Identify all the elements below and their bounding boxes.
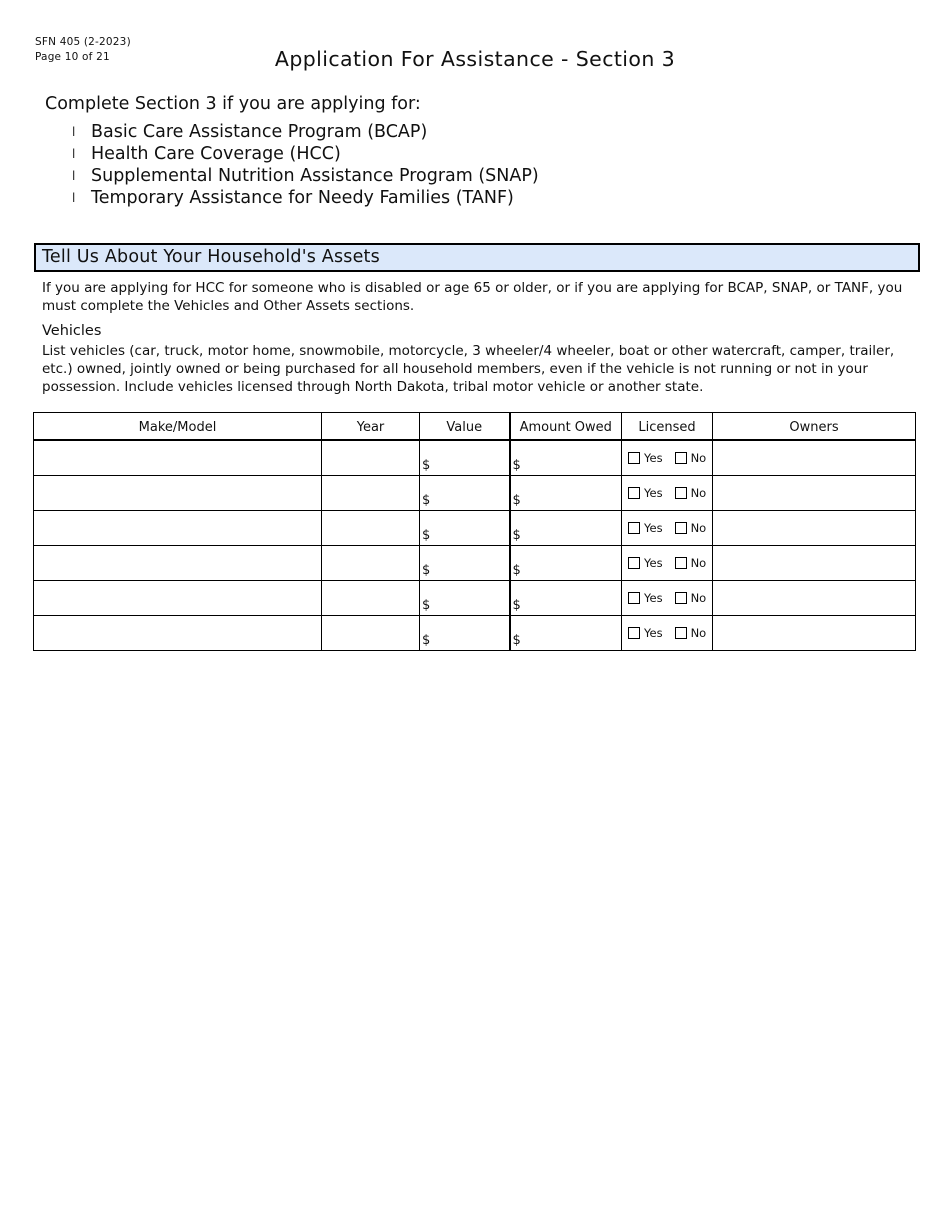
value-field[interactable] (420, 510, 510, 545)
yes-label: Yes (644, 520, 663, 535)
owners-field[interactable] (713, 510, 916, 545)
currency-symbol: $ (512, 632, 521, 648)
year-field[interactable] (322, 580, 420, 615)
make-model-field[interactable] (34, 510, 322, 545)
licensed-cell (622, 615, 713, 650)
owners-field[interactable] (713, 475, 916, 510)
licensed-no-checkbox[interactable] (675, 522, 687, 534)
owners-field[interactable] (713, 615, 916, 650)
bullet-icon: l (72, 125, 76, 139)
no-label: No (690, 625, 707, 640)
program-list-item (72, 121, 539, 143)
licensed-no-checkbox[interactable] (675, 557, 687, 569)
program-label: Temporary Assistance for Needy Families (TANF) (91, 188, 514, 208)
value-field[interactable] (420, 545, 510, 580)
currency-symbol: $ (512, 597, 521, 613)
amount-owed-field[interactable] (510, 580, 622, 615)
yes-label: Yes (644, 485, 663, 500)
currency-symbol: $ (422, 457, 431, 473)
value-field[interactable] (420, 475, 510, 510)
licensed-no-checkbox[interactable] (675, 592, 687, 604)
make-model-field[interactable] (34, 615, 322, 650)
make-model-field[interactable] (34, 440, 322, 476)
year-field[interactable] (322, 615, 420, 650)
currency-symbol: $ (512, 457, 521, 473)
bullet-icon: l (72, 191, 76, 205)
program-list-item (72, 187, 539, 209)
table-header-row (34, 413, 916, 440)
value-field[interactable] (420, 440, 510, 476)
yes-label: Yes (644, 590, 663, 605)
currency-symbol: $ (422, 597, 431, 613)
amount-owed-field[interactable] (510, 510, 622, 545)
no-label: No (690, 520, 707, 535)
value-field[interactable] (420, 580, 510, 615)
column-header-amount-owed: Amount Owed (510, 413, 622, 440)
vehicles-table (33, 412, 916, 651)
licensed-no-checkbox[interactable] (675, 487, 687, 499)
bullet-icon: l (72, 169, 76, 183)
program-list (72, 121, 539, 209)
column-header-licensed: Licensed (622, 413, 713, 440)
no-label: No (690, 555, 707, 570)
licensed-yes-checkbox[interactable] (628, 592, 640, 604)
currency-symbol: $ (422, 632, 431, 648)
vehicles-description: List vehicles (car, truck, motor home, snowmobile, motorcycle, 3 wheeler/4 wheeler, boat or other watercraft, camper, trailer, etc.) owned, jointly owned or being purchased for all household members, even if the vehicle is not running or not in your possession. Include vehicles licensed through North Dakota, tribal motor vehicle or another state. (42, 343, 895, 395)
amount-owed-field[interactable] (510, 545, 622, 580)
licensed-no-checkbox[interactable] (675, 452, 687, 464)
intro-text: Complete Section 3 if you are applying for: (45, 94, 421, 114)
owners-field[interactable] (713, 545, 916, 580)
program-list-item (72, 143, 539, 165)
licensed-yes-checkbox[interactable] (628, 627, 640, 639)
year-field[interactable] (322, 510, 420, 545)
table-row (34, 440, 916, 476)
licensed-no-checkbox[interactable] (675, 627, 687, 639)
licensed-cell (622, 580, 713, 615)
column-header-value: Value (420, 413, 510, 440)
currency-symbol: $ (512, 527, 521, 543)
table-row (34, 580, 916, 615)
owners-field[interactable] (713, 580, 916, 615)
licensed-yes-checkbox[interactable] (628, 487, 640, 499)
yes-label: Yes (644, 555, 663, 570)
table-row (34, 475, 916, 510)
make-model-field[interactable] (34, 545, 322, 580)
currency-symbol: $ (422, 527, 431, 543)
no-label: No (690, 450, 707, 465)
page-title: Application For Assistance - Section 3 (274, 47, 676, 71)
amount-owed-field[interactable] (510, 475, 622, 510)
no-label: No (690, 485, 707, 500)
form-number: SFN 405 (2-2023) (35, 36, 131, 48)
owners-field[interactable] (713, 440, 916, 476)
currency-symbol: $ (512, 562, 521, 578)
assets-instructions: If you are applying for HCC for someone who is disabled or age 65 or older, or if you are applying for BCAP, SNAP, or TANF, you must complete the Vehicles and Other Assets sections. (42, 280, 903, 314)
amount-owed-field[interactable] (510, 440, 622, 476)
table-row (34, 615, 916, 650)
program-list-item (72, 165, 539, 187)
licensed-cell (622, 475, 713, 510)
licensed-yes-checkbox[interactable] (628, 452, 640, 464)
year-field[interactable] (322, 545, 420, 580)
program-label: Basic Care Assistance Program (BCAP) (91, 122, 428, 142)
yes-label: Yes (644, 625, 663, 640)
program-label: Health Care Coverage (HCC) (91, 144, 341, 164)
table-row (34, 545, 916, 580)
licensed-yes-checkbox[interactable] (628, 522, 640, 534)
currency-symbol: $ (422, 492, 431, 508)
currency-symbol: $ (422, 562, 431, 578)
licensed-cell (622, 510, 713, 545)
licensed-yes-checkbox[interactable] (628, 557, 640, 569)
year-field[interactable] (322, 475, 420, 510)
no-label: No (690, 590, 707, 605)
column-header-owners: Owners (713, 413, 916, 440)
currency-symbol: $ (512, 492, 521, 508)
licensed-cell (622, 545, 713, 580)
table-row (34, 510, 916, 545)
make-model-field[interactable] (34, 475, 322, 510)
amount-owed-field[interactable] (510, 615, 622, 650)
page-number: Page 10 of 21 (35, 51, 110, 63)
yes-label: Yes (644, 450, 663, 465)
year-field[interactable] (322, 440, 420, 476)
value-field[interactable] (420, 615, 510, 650)
section-header: Tell Us About Your Household's Assets (34, 243, 920, 272)
vehicles-heading: Vehicles (42, 323, 102, 339)
make-model-field[interactable] (34, 580, 322, 615)
bullet-icon: l (72, 147, 76, 161)
licensed-cell (622, 440, 713, 476)
column-header-make-model: Make/Model (34, 413, 322, 440)
column-header-year: Year (322, 413, 420, 440)
program-label: Supplemental Nutrition Assistance Program (SNAP) (91, 166, 539, 186)
